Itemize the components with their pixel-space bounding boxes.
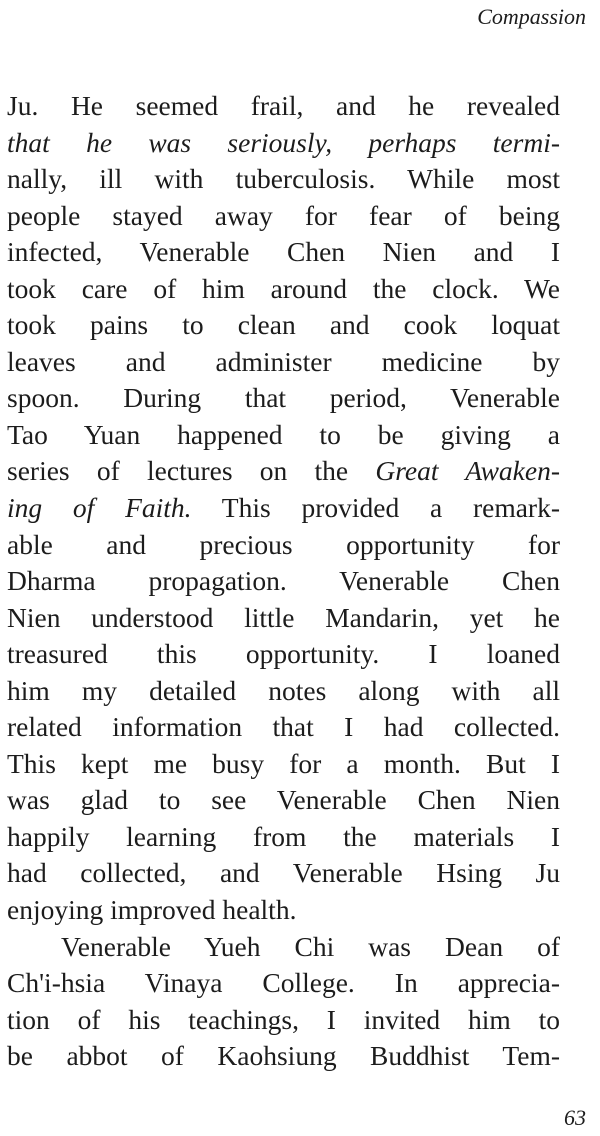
text-line: took pains to clean and cook loquat	[7, 309, 560, 341]
text-line: him my detailed notes along with all	[7, 674, 560, 706]
text-line: able and precious opportunity for	[7, 528, 560, 560]
text-line: took care of him around the clock. We	[7, 272, 560, 304]
page-number: 63	[564, 1105, 586, 1130]
text-line: Dharma propagation. Venerable Chen	[7, 565, 560, 597]
text-line: was glad to see Venerable Chen Nien	[7, 784, 560, 816]
text-line: nally, ill with tuberculosis. While most	[7, 163, 560, 195]
text-line: be abbot of Kaohsiung Buddhist Tem-	[7, 1040, 560, 1072]
text-line: had collected, and Venerable Hsing Ju	[7, 857, 560, 889]
text-line: that he was seriously, perhaps termi-	[7, 126, 560, 158]
text-line: related information that I had collected.	[7, 711, 560, 743]
text-line: Ju. He seemed frail, and he revealed	[7, 90, 560, 121]
text-line: ing of Faith. This provided a remark-	[7, 492, 560, 524]
text-line: tion of his teachings, I invited him to	[7, 1003, 560, 1035]
text-line: Nien understood little Mandarin, yet he	[7, 601, 560, 633]
text-line: infected, Venerable Chen Nien and I	[7, 236, 560, 268]
text-line: leaves and administer medicine by	[7, 345, 560, 377]
text-line: series of lectures on the Great Awaken-	[7, 455, 560, 487]
text-line: Venerable Yueh Chi was Dean of	[61, 930, 560, 962]
text-line: enjoying improved health.	[7, 894, 297, 926]
page-body-text	[7, 88, 560, 1075]
text-line: treasured this opportunity. I loaned	[7, 638, 560, 670]
text-line: people stayed away for fear of being	[7, 199, 560, 231]
text-line: happily learning from the materials I	[7, 820, 560, 852]
running-head: Compassion	[477, 4, 586, 29]
text-line: Tao Yuan happened to be giving a	[7, 418, 560, 450]
text-line: spoon. During that period, Venerable	[7, 382, 560, 414]
text-line: Ch'i-hsia Vinaya College. In apprecia-	[7, 967, 560, 999]
text-line: This kept me busy for a month. But I	[7, 747, 560, 779]
